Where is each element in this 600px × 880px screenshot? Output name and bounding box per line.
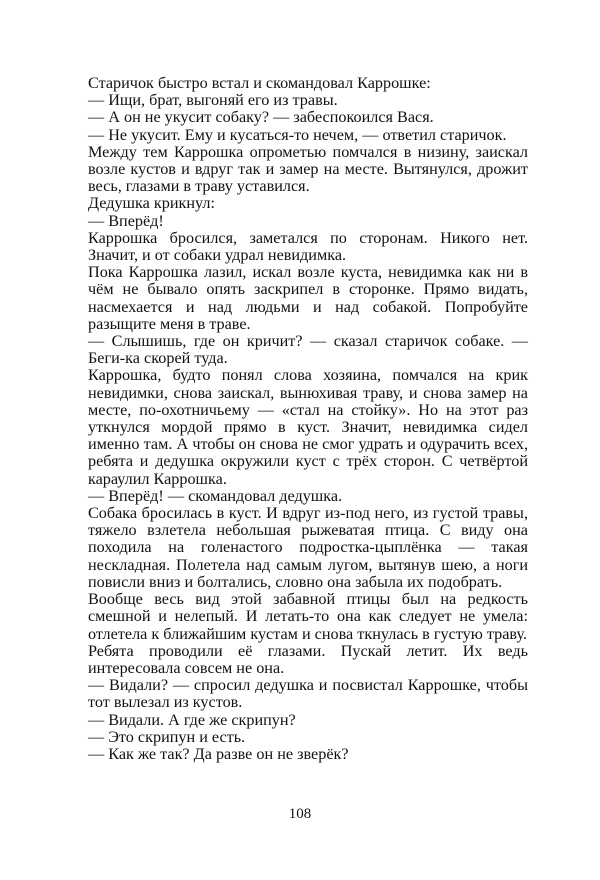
paragraph-1: Старичок быстро встал и скомандовал Каррошке: [88,74,431,92]
paragraph-10: — Слышишь, где он кричит? — сказал старичок собаке. — Беги-ка скорей туда. [88,332,528,368]
paragraph-8: Каррошка бросился, заметался по сторонам. Никого нет. Значит, и от собаки удрал невидимка. [88,228,528,265]
page-number: 108 [288,806,312,822]
paragraph-15: Ребята проводили её глазами. Пускай летит. Их ведь интересовала совсем не она. [88,641,528,677]
paragraph-9: Пока Каррошка лазил, искал возле куста, невидимка как ни в чём не бывало опять заскрипел в сторонке. Прямо видать, насмехается и над людьми и над собакой. Попробуйте разыщите меня в траве. [88,263,528,333]
paragraph-2: — Ищи, брат, выгоняй его из травы. [88,91,338,110]
paragraph-12: — Вперёд! — скомандовал дедушка. [88,486,343,505]
paragraph-3: — А он не укусит собаку? — забеспокоился Вася. [88,108,434,127]
paragraph-13: Собака бросилась в куст. И вдруг из-под него, из густой травы, тяжело взлетела небольшая рыжеватая птица. С виду она походила на голенастого подростка-цыплёнка — такая нескладная. Полетела над самым лугом, вытянув шею, а ноги повисли вниз и болтались, словно она забыла их подобрать. [88,504,528,591]
book-page-text [88,75,528,763]
paragraph-11: Каррошка, будто понял слова хозяина, помчался на крик невидимки, снова заискал, вынюхивая траву, и снова замер на месте, по-охотничьему — «стал на стойку». Но на этот раз уткнулся мордой прямо в куст. Значит, невидимка сидел именно там. А чтобы он снова не смог удрать и одурачить всех, ребята и дедушка окружили куст с трёх сторон. С четвёртой караулил Каррошка. [88,366,528,488]
paragraph-14: Вообще весь вид этой забавной птицы был на редкость смешной и нелепый. И летать-то она как следует не умела: отлетела к ближайшим кустам и снова ткнулась в густую траву. [88,590,528,643]
paragraph-16: — Видали? — спросил дедушка и посвистал Каррошке, чтобы тот вылезал из кустов. [88,676,528,712]
paragraph-6: Дедушка крикнул: [88,194,215,213]
paragraph-19: — Как же так? Да разве он не зверёк? [88,744,349,763]
paragraph-4: — Не укусит. Ему и кусаться-то нечем, — ответил старичок. [88,125,507,144]
paragraph-18: — Это скрипун и есть. [88,727,246,746]
paragraph-5: Между тем Каррошка опрометью помчался в низину, заискал возле кустов и вдруг так и замер на месте. Вытянулся, дрожит весь, глазами в траву уставился. [88,142,528,196]
paragraph-17: — Видали. А где же скрипун? [88,710,296,729]
paragraph-7: — Вперёд! [88,211,164,230]
